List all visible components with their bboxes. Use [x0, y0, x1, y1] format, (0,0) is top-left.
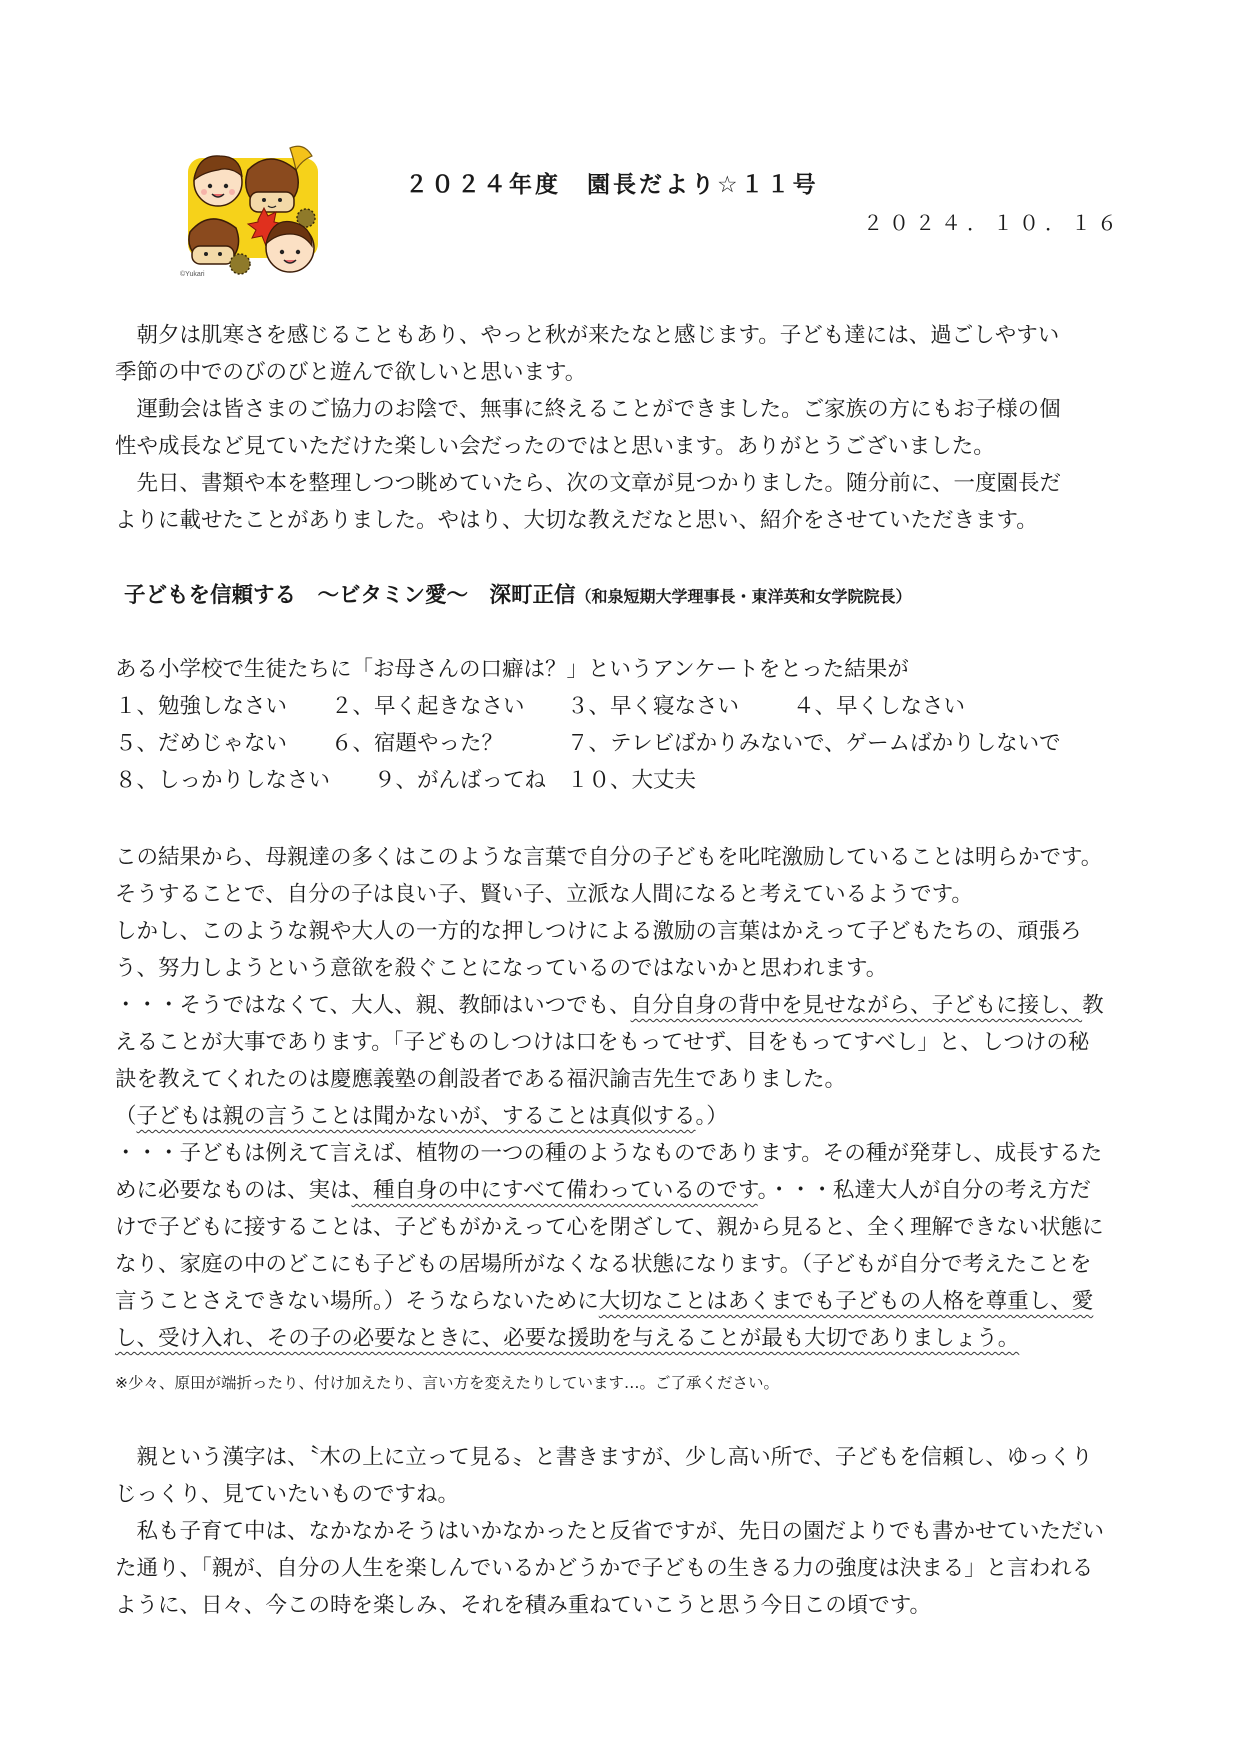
closing-line: 親という漢字は、〝木の上に立って見る〟と書きますが、少し高い所で、子どもを信頼し、ゆっくり — [115, 1445, 1093, 1470]
chestnut-icon — [189, 219, 239, 264]
closing-line: た通り、「親が、自分の人生を楽しんでいるかどうかで子どもの生きる力の強度は決まる」と言われる — [115, 1556, 1094, 1581]
survey-item: ５、だめじゃない — [115, 731, 288, 756]
essay-line: えることが大事であります。「子どものしつけは口をもってせず、目をもってすべし」と、しつけの秘 — [115, 1030, 1090, 1055]
essay-text: （ — [115, 1104, 137, 1129]
survey-row — [115, 762, 1135, 799]
essay-line — [115, 987, 1135, 1024]
closing-section — [115, 1439, 1135, 1624]
emphasized-text: し、受け入れ、その子の必要なときに、必要な援助を与えることが最も大切でありましょう。 — [115, 1326, 1020, 1351]
emphasized-text: 大切なことはあくまでも子どもの人格を尊重し、愛 — [598, 1289, 1094, 1314]
survey-item: ８、しっかりしなさい — [115, 768, 331, 793]
essay-line: けで子どもに接することは、子どもがかえって心を閉ざして、親から見ると、全く理解できない状態に — [115, 1215, 1104, 1240]
chestnut-icon — [246, 159, 299, 212]
survey-item: ９、がんばってね — [374, 768, 547, 793]
author-affiliation: （和泉短期大学理事長・東洋英和女学院院長） — [575, 587, 912, 606]
closing-line: ように、日々、今この時を楽しみ、それを積み重ねていこうと思う今日この頃です。 — [115, 1593, 932, 1618]
essay-line: そうすることで、自分の子は良い子、賢い子、立派な人間になると考えているようです。 — [115, 882, 973, 907]
chestnut-burr-icon — [230, 254, 250, 274]
essay-text: 。・・・私達大人が自分の考え方だ — [757, 1178, 1091, 1203]
survey-item: １、勉強しなさい — [115, 694, 288, 719]
article-title: 子どもを信頼する ～ビタミン愛～ 深町正信 — [124, 583, 576, 608]
essay-text: 。） — [695, 1104, 728, 1129]
editor-note: ※少々、原田が端折ったり、付け加えたり、言い方を変えたりしています…。ご了承ください。 — [115, 1374, 779, 1392]
survey-row — [115, 688, 1135, 725]
emphasized-text: 、種自身の中にすべて備わっているのです — [351, 1178, 758, 1203]
survey-item: ７、テレビばかりみないで、ゲームばかりしないで — [567, 731, 1061, 756]
intro-line: 季節の中でのびのびと遊んで欲しいと思います。 — [115, 360, 587, 385]
newsletter-title: ２０２４年度 園長だより☆１１号 — [405, 172, 819, 198]
essay-line — [115, 1283, 1135, 1320]
child-face-icon — [266, 221, 314, 272]
essay-line: しかし、このような親や大人の一方的な押しつけによる激励の言葉はかえって子どもたちの、頑張ろ — [115, 919, 1082, 944]
intro-line: 先日、書類や本を整理しつつ眺めていたら、次の文章が見つかりました。随分前に、一度園長だ — [115, 471, 1062, 496]
essay-text: ・・・そうではなくて、大人、親、教師はいつでも、 — [115, 993, 631, 1018]
essay-line: なり、家庭の中のどこにも子どもの居場所がなくなる状態になります。（子どもが自分で考えたことを — [115, 1252, 1092, 1277]
intro-line: 朝夕は肌寒さを感じることもあり、やっと秋が来たなと感じます。子ども達には、過ごしやすい — [115, 323, 1060, 348]
essay-text: めに必要なものは、実は — [115, 1178, 352, 1203]
essay-line: ・・・子どもは例えて言えば、植物の一つの種のようなものであります。その種が発芽し、成長するた — [115, 1141, 1103, 1166]
essay-line — [115, 1098, 1135, 1135]
intro-line: よりに載せたことがありました。やはり、大切な教えだなと思い、紹介をさせていただきます。 — [115, 508, 1038, 533]
closing-line: じっくり、見ていたいものですね。 — [115, 1482, 460, 1507]
intro-line: 運動会は皆さまのご協力のお陰で、無事に終えることができました。ご家族の方にもお子様の個 — [115, 397, 1061, 422]
closing-line: 私も子育て中は、なかなかそうはいかなかったと反省ですが、先日の園だよりでも書かせていただい — [115, 1519, 1105, 1544]
survey-item: ４、早くしなさい — [793, 694, 966, 719]
survey-lead: ある小学校で生徒たちに「お母さんの口癖は？」というアンケートをとった結果が — [115, 657, 909, 682]
survey-item: １０、大丈夫 — [567, 768, 697, 793]
autumn-children-illustration — [178, 140, 338, 280]
intro-section — [115, 317, 1135, 539]
essay-line: う、努力しようという意欲を殺ぐことになっているのではないかと思われます。 — [115, 956, 888, 981]
essay-line — [115, 1172, 1135, 1209]
essay-line: 訣を教えてくれたのは慶應義塾の創設者である福沢諭吉先生でありました。 — [115, 1067, 847, 1092]
essay-line — [115, 1320, 1135, 1357]
emphasized-text: 子どもは親の言うことは聞かないが、することは真似する — [136, 1104, 696, 1129]
intro-line: 性や成長など見ていただけた楽しい会だったのではと思います。ありがとうございました。 — [115, 434, 995, 459]
issue-date: ２０２４．１０．１６ — [863, 211, 1123, 235]
survey-item: ６、宿題やった？ — [331, 731, 504, 756]
survey-item: ３、早く寝なさい — [567, 694, 740, 719]
essay-text: 言うことさえできない場所。）そうならないために — [115, 1289, 599, 1314]
article-heading — [124, 578, 912, 609]
survey-item: ２、早く起きなさい — [331, 694, 525, 719]
child-face-icon — [194, 156, 242, 206]
essay-text: 教 — [1082, 993, 1104, 1018]
survey-row — [115, 725, 1135, 762]
emphasized-text: 自分自身の背中を見せながら、子どもに接し、 — [630, 993, 1083, 1018]
survey-section — [115, 651, 1135, 799]
essay-section — [115, 839, 1135, 1357]
illustration-copyright: ©Yukari — [180, 271, 205, 278]
essay-line: この結果から、母親達の多くはこのような言葉で自分の子どもを叱咤激励していることは明らかです。 — [115, 845, 1103, 870]
